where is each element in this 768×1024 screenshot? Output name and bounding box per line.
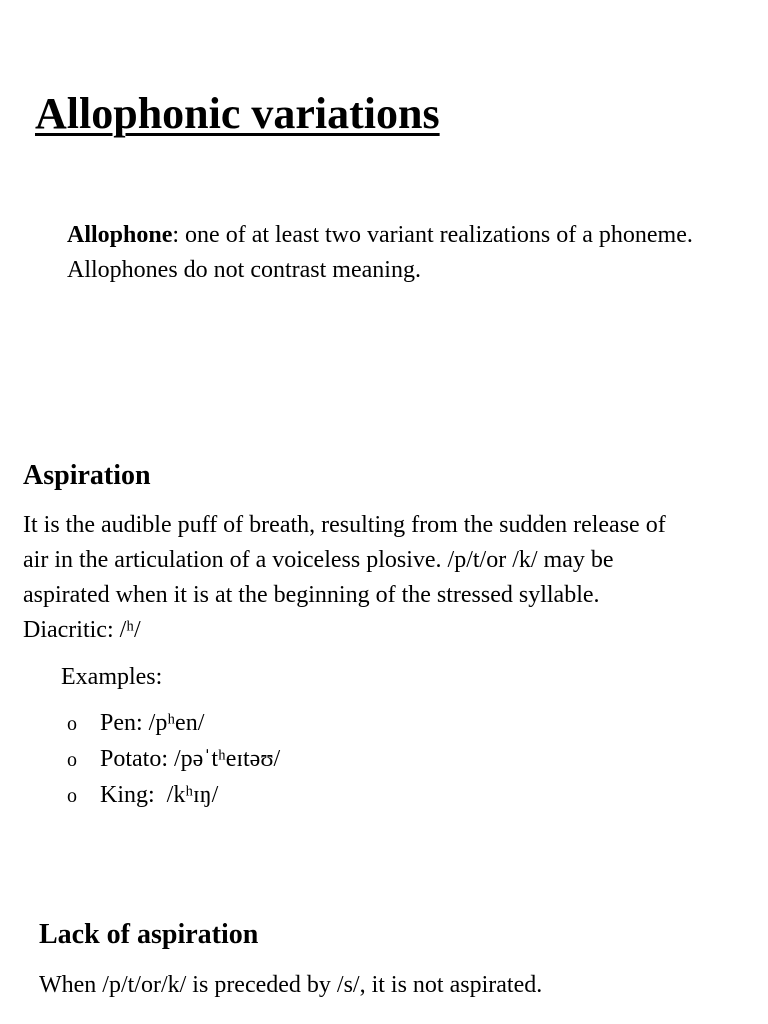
examples-label: Examples:	[61, 664, 163, 690]
aspiration-heading: Aspiration	[23, 460, 151, 491]
definition-text: : one of at least two variant realizations of a phoneme.	[172, 222, 693, 248]
examples-list	[67, 706, 280, 814]
allophone-definition	[67, 218, 693, 288]
definition-line-2: Allophones do not contrast meaning.	[67, 257, 421, 283]
list-item	[67, 706, 280, 742]
bullet-icon: o	[67, 749, 77, 771]
lack-of-aspiration-heading: Lack of aspiration	[39, 919, 259, 950]
bullet-icon: o	[67, 785, 77, 807]
aspiration-paragraph	[23, 508, 666, 648]
list-item	[67, 742, 280, 778]
list-item	[67, 778, 280, 814]
lack-of-aspiration-text: When /p/t/or/k/ is preceded by /s/, it is not aspirated.	[39, 972, 543, 998]
definition-line-1	[67, 218, 693, 253]
definition-term: Allophone	[67, 222, 173, 248]
diacritic-line: Diacritic: /ʰ/	[23, 617, 141, 643]
example-text: Potato: /pəˈtʰeɪtəʊ/	[100, 746, 281, 772]
aspiration-line: It is the audible puff of breath, resulting from the sudden release of	[23, 512, 666, 538]
aspiration-line: air in the articulation of a voiceless plosive. /p/t/or /k/ may be	[23, 547, 614, 573]
page-title: Allophonic variations	[35, 89, 440, 138]
example-text: King: /kʰɪŋ/	[100, 782, 219, 808]
example-text: Pen: /pʰen/	[100, 710, 205, 736]
aspiration-line: aspirated when it is at the beginning of the stressed syllable.	[23, 582, 600, 608]
bullet-icon: o	[67, 713, 77, 735]
